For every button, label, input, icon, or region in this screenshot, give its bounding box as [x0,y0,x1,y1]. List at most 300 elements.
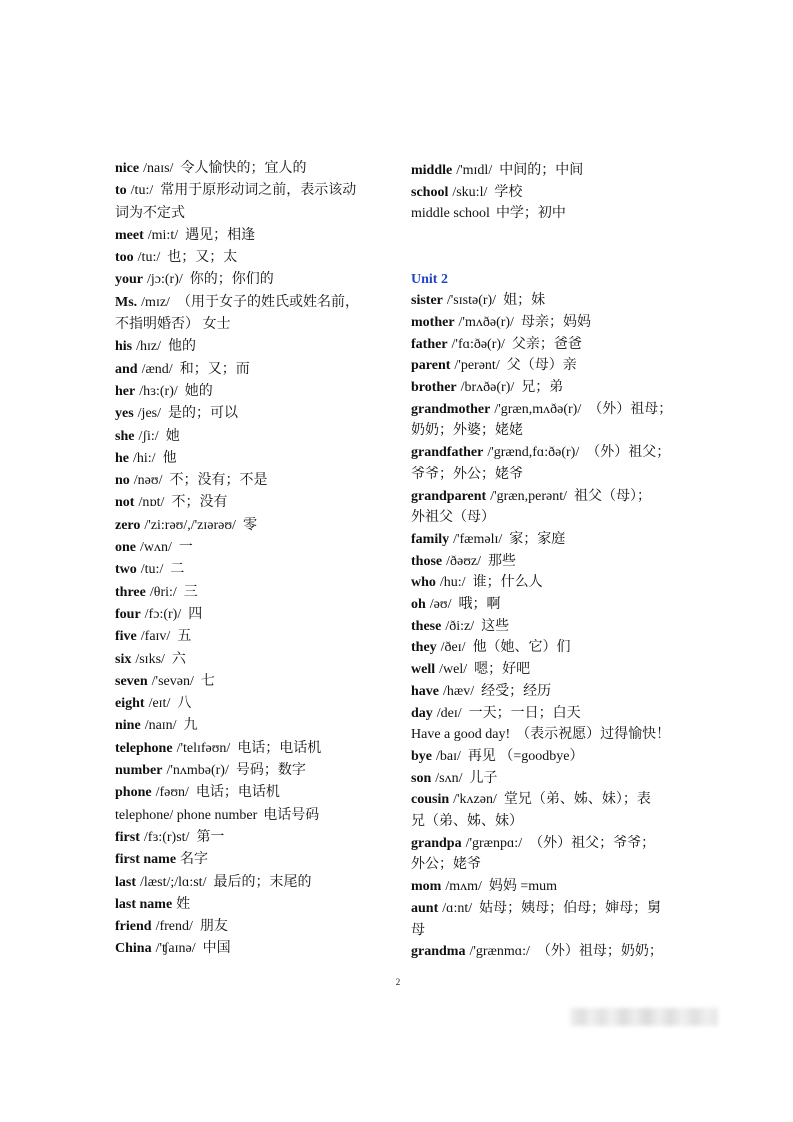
vocab-entry [115,492,400,514]
vocab-entry [411,551,701,573]
meaning-continued: 外公；姥爷 [411,857,481,873]
meaning: 八 [177,696,192,712]
entry-line-continued [411,420,701,442]
entry-line [115,715,400,737]
entry-line-continued [411,507,701,529]
vocab-entry [411,203,701,225]
vocab-entry [411,703,701,725]
phonetic: /'grænmɑ:/ [469,944,530,960]
meaning: 中国 [202,941,231,957]
vocab-entry [411,724,701,746]
meaning: 第一 [196,829,225,845]
headword: they [411,640,437,656]
phonetic: /ðeɪ/ [440,640,466,656]
phonetic: /θri:/ [149,584,177,600]
meaning: 学校 [494,184,523,200]
meaning: 中学；初中 [495,206,566,222]
entry-line [115,894,400,916]
vocab-entry [411,160,701,182]
vocab-entry [115,760,400,782]
meaning: 姑母；姨母；伯母；婶母；舅 [479,900,662,916]
headword: last name [115,896,173,912]
entry-line [411,637,701,659]
meaning: 谁；什么人 [472,575,543,591]
phonetic: /'grænpɑ:/ [465,835,523,851]
vocab-entry [115,426,400,448]
headword: first name [115,852,177,868]
phonetic: /'nʌmbə(r)/ [166,763,229,779]
headword: last [115,874,136,890]
phonetic: /nɒt/ [138,495,165,511]
headword: she [115,428,135,444]
vocab-entry [115,671,400,693]
phonetic: /brʌðə(r)/ [460,380,515,396]
phonetic: /ʃi:/ [138,428,159,444]
entry-line-continued [115,314,400,336]
meaning: 再见 （=goodbye） [467,748,584,764]
entry-line [115,760,400,782]
meaning: 电话；电话机 [195,785,280,801]
headword: grandparent [411,488,487,504]
headword: two [115,562,137,578]
entry-line [115,693,400,715]
meaning: 不；没有 [171,495,228,511]
meaning: 名字 [180,852,209,868]
phonetic: /'perənt/ [454,358,500,374]
meaning: 父（母）亲 [506,358,577,374]
phonetic: /'ʧaɪnə/ [155,941,196,957]
meaning: 四 [188,606,203,622]
headword: four [115,606,141,622]
entry-line [115,158,400,180]
headword: yes [115,406,134,422]
meaning: 妈妈 =mum [488,879,558,895]
meaning: 电话；电话机 [237,740,322,756]
meaning: 遇见；相逢 [185,227,256,243]
meaning: 常用于原形动词之前，表示该动 [160,183,357,199]
entry-line [411,486,701,508]
vocab-entry [411,746,701,768]
entry-line [115,872,400,894]
meaning: 儿子 [469,770,498,786]
entry-line [115,782,400,804]
vocab-entry [115,247,400,269]
unit-heading: Unit 2 [411,271,448,287]
vocab-entry [411,637,701,659]
vocab-entry [115,649,400,671]
vocab-list-unit-2 [411,290,701,963]
phonetic: /'mɪdl/ [456,163,493,178]
vocab-entry [411,833,701,876]
meaning: 家；家庭 [509,531,566,547]
entry-line [115,938,400,960]
headword: those [411,553,443,569]
phonetic: /sʌn/ [435,770,463,786]
phonetic: /mʌm/ [445,879,482,895]
unit-2-section [411,269,701,964]
vocab-entry [115,180,400,225]
entry-line [411,616,701,638]
vocab-entry [115,158,400,180]
entry-line [411,203,701,225]
vocab-entry [411,486,701,529]
meaning: （外）祖父； [586,445,671,461]
headword: cousin [411,792,450,808]
phonetic: /tu:/ [137,250,161,266]
meaning-continued: 爷爷；外公；姥爷 [411,466,523,482]
vocab-entry [115,470,400,492]
vocab-entry [411,616,701,638]
phrase: telephone/ phone number [115,807,258,823]
phonetic: /ɑ:nt/ [442,900,473,916]
vocab-entry [411,572,701,594]
entry-line [115,225,400,247]
entry-line [411,724,701,746]
entry-line [115,649,400,671]
entry-line [411,160,701,182]
entry-line [411,182,701,204]
entry-line [115,180,400,202]
phrase: middle school [411,206,490,222]
headword: oh [411,597,426,613]
phonetic: /naɪs/ [143,161,174,176]
vocab-entry [115,292,400,337]
vocab-entry [115,693,400,715]
vocab-entry [115,849,400,871]
meaning: 母亲；妈妈 [520,314,591,330]
headword: grandma [411,944,466,960]
entry-line [115,448,400,470]
phonetic: /hu:/ [439,575,466,591]
headword: grandpa [411,835,462,851]
phonetic: /tu:/ [140,562,164,578]
vocab-entry [411,941,701,963]
headword: one [115,540,136,556]
headword: family [411,531,450,547]
phonetic: /'mʌðə(r)/ [458,314,514,330]
headword: grandmother [411,401,491,417]
headword: son [411,770,432,786]
meaning: 不；没有；不是 [169,473,268,489]
headword: seven [115,673,148,689]
headword: friend [115,919,152,935]
vocab-entry [411,182,701,204]
entry-line [115,805,400,827]
phonetic: /sku:l/ [452,184,488,200]
entry-line [411,551,701,573]
meaning: （表示祝愿）过得愉快！ [516,727,671,743]
entry-line [411,898,701,920]
headword: and [115,361,138,377]
meaning-continued: 兄（弟、姊、妹） [411,814,523,830]
meaning: 你的；你们的 [189,272,274,288]
phonetic: /læst/;/lɑ:st/ [140,874,207,890]
headword: meet [115,227,144,243]
meaning: （用于女子的姓氏或姓名前， [176,294,359,310]
vocab-entry [411,355,701,377]
vocab-entry [411,789,701,832]
vocab-entry [115,626,400,648]
phonetic: /nəʊ/ [133,473,163,489]
headword: parent [411,358,451,374]
meaning-continued: 外祖父（母） [411,510,495,526]
right-column [411,160,701,963]
meaning: 嗯；好吧 [474,662,531,678]
phonetic: /hi:/ [133,450,156,466]
entry-line [411,399,701,421]
phonetic: /naɪn/ [144,718,177,734]
entry-line [411,681,701,703]
headword: brother [411,380,457,396]
phonetic: /mɪz/ [141,294,170,310]
headword: grandfather [411,445,484,461]
page-number: 2 [395,977,401,987]
headword: China [115,941,152,957]
headword: aunt [411,900,439,916]
entry-line [411,789,701,811]
entry-line [411,768,701,790]
left-column [115,158,400,961]
phonetic: /'telɪfəʊn/ [176,740,231,756]
headword: her [115,383,136,399]
headword: his [115,339,133,355]
headword: no [115,473,130,489]
headword: telephone [115,740,173,756]
phonetic: /deɪ/ [436,705,462,721]
headword: father [411,336,448,352]
entry-line-continued [411,854,701,876]
vocab-entry [411,334,701,356]
vocab-entry [115,448,400,470]
phonetic: /əʊ/ [429,597,452,613]
meaning: 父亲；爸爸 [511,336,582,352]
blurred-watermark [570,1008,718,1026]
meaning: 也；又；太 [167,250,238,266]
vocab-entry [411,442,701,485]
entry-line [411,746,701,768]
phonetic: /sɪks/ [135,651,165,667]
entry-line [115,403,400,425]
meaning: （外）祖母； [588,401,673,417]
vocab-entry [115,738,400,760]
headword: bye [411,748,432,764]
entry-line [115,916,400,938]
meaning: 六 [171,651,186,667]
vocab-entry [115,916,400,938]
phonetic: /'fæməlɪ/ [453,531,503,547]
entry-line [115,671,400,693]
meaning: 一 [178,540,193,556]
entry-line [115,292,400,314]
vocab-entry [115,269,400,291]
meaning-continued: 母 [411,922,425,938]
phonetic: /ði:z/ [445,618,475,634]
vocab-entry [115,582,400,604]
vocab-entry [411,681,701,703]
entry-line [411,572,701,594]
vocab-entry [411,529,701,551]
headword: three [115,584,146,600]
meaning: 中间的；中间 [499,163,584,178]
phonetic: /hɪz/ [136,339,162,355]
vocab-entry [411,898,701,941]
phonetic: /hæv/ [443,683,475,699]
headword: phone [115,785,152,801]
entry-line [115,381,400,403]
meaning: 是的；可以 [168,406,239,422]
entry-line-continued [411,464,701,486]
phonetic: /'fɑ:ðə(r)/ [451,336,505,352]
entry-line [115,738,400,760]
meaning: 她 [165,428,180,444]
vocab-list-continued [411,160,701,225]
phonetic: /ðəʊz/ [446,553,482,569]
phonetic: /jɔ:(r)/ [147,272,183,288]
phonetic: /tu:/ [130,183,154,199]
entry-line [411,833,701,855]
entry-line [115,359,400,381]
vocab-entry [411,876,701,898]
vocab-entry [411,399,701,442]
headword: your [115,272,143,288]
meaning-continued: 奶奶；外婆；姥姥 [411,423,523,439]
headword: who [411,575,436,591]
meaning-continued: 不指明婚否） 女士 [115,317,231,333]
meaning: 姓 [176,896,191,912]
entry-line [411,442,701,464]
headword: middle [411,163,453,178]
vocab-entry [115,381,400,403]
headword: five [115,629,137,645]
vocab-entry [115,805,400,827]
entry-line [411,703,701,725]
headword: first [115,829,140,845]
phonetic: /'græn,mʌðə(r)/ [494,401,582,417]
meaning: 这些 [481,618,510,634]
phonetic: /'kʌzən/ [453,792,497,808]
headword: to [115,183,127,199]
meaning: 三 [183,584,198,600]
headword: sister [411,293,443,309]
entry-line [115,537,400,559]
entry-line [115,336,400,358]
entry-line [115,582,400,604]
phonetic: /wel/ [439,662,468,678]
meaning: 祖父（母）； [573,488,651,504]
vocab-entry [115,894,400,916]
vocab-entry [411,312,701,334]
entry-line-continued [411,811,701,833]
meaning: 他（她、它）们 [472,640,571,656]
vocab-entry [411,594,701,616]
phonetic: /'græn,perənt/ [490,488,567,504]
vocab-entry [115,827,400,849]
meaning: 电话号码 [263,807,320,823]
headword: have [411,683,439,699]
phonetic: /baɪ/ [436,748,461,764]
entry-line [411,312,701,334]
entry-line [115,426,400,448]
headword: he [115,450,129,466]
entry-line [115,604,400,626]
meaning: 那些 [488,553,517,569]
headword: Ms. [115,294,138,310]
entry-line [411,377,701,399]
phonetic: /'sɪstə(r)/ [446,293,497,309]
meaning: 零 [242,517,257,533]
headword: nine [115,718,141,734]
entry-line [115,247,400,269]
meaning: 兄；弟 [521,380,564,396]
entry-line [115,492,400,514]
entry-line [411,659,701,681]
vocab-entry [115,537,400,559]
headword: eight [115,696,145,712]
vocab-entry [115,938,400,960]
headword: zero [115,517,141,533]
meaning: （外）祖父；爷爷； [529,835,656,851]
meaning: 七 [200,673,215,689]
meaning: 堂兄（弟、姊、妹）；表 [503,792,651,808]
phonetic: /'grænd,fɑ:ðə(r)/ [487,445,580,461]
vocab-entry [115,359,400,381]
entry-line-continued [411,920,701,942]
meaning: 她的 [184,383,213,399]
meaning: 他的 [168,339,197,355]
entry-line [115,515,400,537]
entry-line [411,334,701,356]
vocab-entry [411,377,701,399]
vocab-entry [411,290,701,312]
headword: not [115,495,135,511]
vocab-entry [411,768,701,790]
headword: mother [411,314,455,330]
phonetic: /fɔ:(r)/ [144,606,182,622]
meaning: 哦；啊 [458,597,501,613]
entry-line [115,269,400,291]
headword: school [411,184,449,200]
headword: day [411,705,433,721]
headword: nice [115,161,140,176]
entry-line [411,941,701,963]
meaning: 一天；一日；白天 [468,705,581,721]
entry-line [411,355,701,377]
meaning: 令人愉快的；宜人的 [180,161,307,176]
meaning: 和；又；而 [179,361,250,377]
phonetic: /faɪv/ [140,629,171,645]
meaning: 五 [177,629,192,645]
meaning: （外）祖母；奶奶； [536,944,663,960]
entry-line-continued [115,203,400,225]
headword: well [411,662,436,678]
entry-line [411,529,701,551]
vocab-entry [115,336,400,358]
meaning-continued: 词为不定式 [115,205,185,221]
headword: too [115,250,134,266]
phonetic: /mi:t/ [147,227,179,243]
meaning: 他 [162,450,177,466]
entry-line [115,470,400,492]
entry-line [115,626,400,648]
meaning: 九 [183,718,198,734]
phonetic: /fɜ:(r)st/ [143,829,190,845]
meaning: 朋友 [199,919,228,935]
meaning: 号码；数字 [235,763,306,779]
phonetic: /fəʊn/ [155,785,189,801]
entry-line [411,876,701,898]
headword: six [115,651,132,667]
phonetic: /wʌn/ [140,540,172,556]
